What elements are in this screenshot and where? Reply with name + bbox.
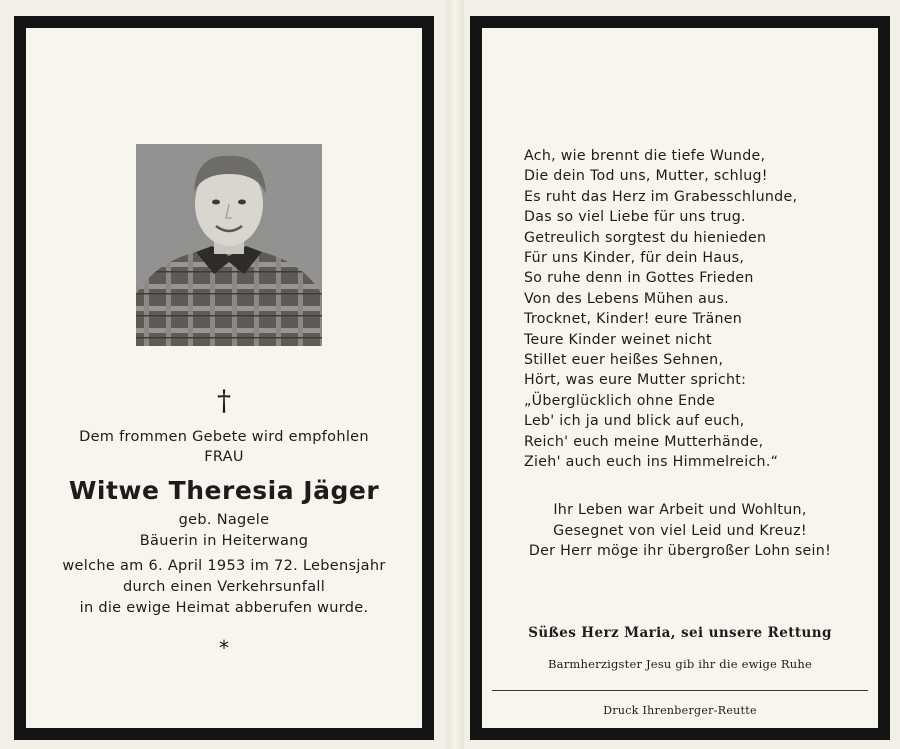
poem-line: Es ruht das Herz im Grabesschlunde, [524,188,798,205]
divider-rule [492,690,868,691]
poem-line: Stillet euer heißes Sehnen, [524,352,724,369]
verse-line-3: Der Herr möge ihr übergroßer Lohn sein! [528,543,832,559]
death-line-1: welche am 6. April 1953 im 72. Lebensjahr [62,558,386,574]
poem-line: Hört, was eure Mutter spricht: [524,372,747,389]
deceased-name: Witwe Theresia Jäger [68,476,380,505]
poem-line: So ruhe denn in Gottes Frieden [524,270,754,287]
printer-credit: Druck Ihrenberger-Reutte [603,704,757,717]
poem-line: Reich' euch meine Mutterhände, [524,433,764,450]
verse-line-2: Gesegnet von viel Leid und Kreuz! [553,523,807,539]
prayer-line-2: Barmherzigster Jesu gib ihr die ewige Ruhe [548,657,812,671]
poem-line: Zieh' auch euch ins Himmelreich.“ [524,454,779,471]
poem-line: Trocknet, Kinder! eure Tränen [524,311,743,328]
verse-line-1: Ihr Leben war Arbeit und Wohltun, [553,502,807,518]
death-line-3: in die ewige Heimat abberufen wurde. [79,600,369,616]
poem-line: Teure Kinder weinet nicht [524,331,712,348]
cross-symbol: † [217,384,231,417]
birth-name: geb. Nagele [178,512,270,528]
left-panel [14,16,434,740]
intro-text: Dem frommen Gebete wird empfohlen [79,429,369,445]
poem-line: Leb' ich ja und blick auf euch, [524,413,745,430]
poem-line: „Überglücklich ohne Ende [524,392,715,409]
prayer-line-1: Süßes Herz Maria, sei unsere Rettung [528,625,832,641]
poem-line: Getreulich sorgtest du hienieden [524,229,767,246]
poem-line: Ach, wie brennt die tiefe Wunde, [524,148,766,164]
title-text: FRAU [204,449,244,465]
death-line-2: durch einen Verkehrsunfall [122,579,326,595]
portrait-photo [136,144,322,346]
poem-line: Die dein Tod uns, Mutter, schlug! [524,168,768,185]
star-symbol: * [219,636,229,660]
poem-line: Für uns Kinder, für dein Haus, [524,250,745,267]
poem-line: Das so viel Liebe für uns trug. [524,209,746,226]
poem [524,146,874,473]
card-fold [446,0,464,749]
occupation: Bäuerin in Heiterwang [139,533,309,549]
right-panel [470,16,890,740]
poem-line: Von des Lebens Mühen aus. [524,290,729,307]
